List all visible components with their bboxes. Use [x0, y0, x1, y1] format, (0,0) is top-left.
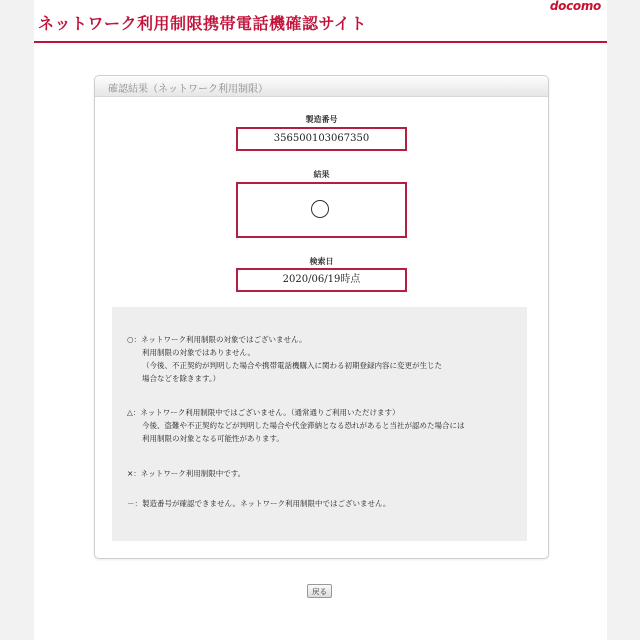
legend-circle-title: ○：ネットワーク利用制限の対象ではございません。 — [127, 335, 307, 344]
legend-triangle-text-2: 利用制限の対象となる可能性があります。 — [142, 434, 284, 443]
search-date-label: 検索日 — [309, 257, 334, 266]
legend-circle-text-2: （今後、不正契約が判明した場合や携帯電話機購入に関わる初期登録内容に変更が生じた — [142, 361, 442, 370]
legend-circle-text-1: 利用制限の対象ではありません。 — [142, 348, 255, 357]
site-title: ネットワーク利用制限携帯電話機確認サイト — [38, 14, 367, 33]
result-box — [236, 182, 407, 238]
serial-label: 製造番号 — [305, 115, 338, 124]
result-label: 結果 — [313, 170, 330, 179]
legend-triangle-text-1: 今後、盗難や不正契約などが判明した場合や代金滞納となる恐れがあると当社が認めた場合には — [142, 421, 465, 430]
legend-cross-title: ×：ネットワーク利用制限中です。 — [127, 469, 246, 478]
legend-dash — [127, 497, 390, 510]
panel-title: 確認結果（ネットワーク利用制限） — [108, 84, 268, 95]
serial-number-value: 356500103067350 — [273, 133, 370, 144]
legend-circle — [127, 333, 442, 385]
legend-circle-text-3: 場合などを除きます。） — [142, 374, 221, 383]
site-header — [34, 0, 607, 44]
serial-number-box — [236, 127, 407, 151]
back-button[interactable]: 戻る — [307, 584, 332, 598]
docomo-logo[interactable]: docomo — [549, 0, 601, 13]
legend-cross — [127, 467, 245, 480]
legend-triangle-title: △：ネットワーク利用制限中ではございません。（通常通りご利用いただけます） — [127, 408, 400, 417]
circle-result-icon — [311, 200, 329, 218]
search-date-box — [236, 268, 407, 292]
panel-header — [95, 76, 548, 97]
search-date-value: 2020/06/19時点 — [282, 274, 361, 285]
legend-triangle — [127, 406, 465, 445]
legend-dash-title: －：製造番号が確認できません。ネットワーク利用制限中ではございません。 — [127, 499, 391, 508]
legend-box — [112, 307, 527, 541]
